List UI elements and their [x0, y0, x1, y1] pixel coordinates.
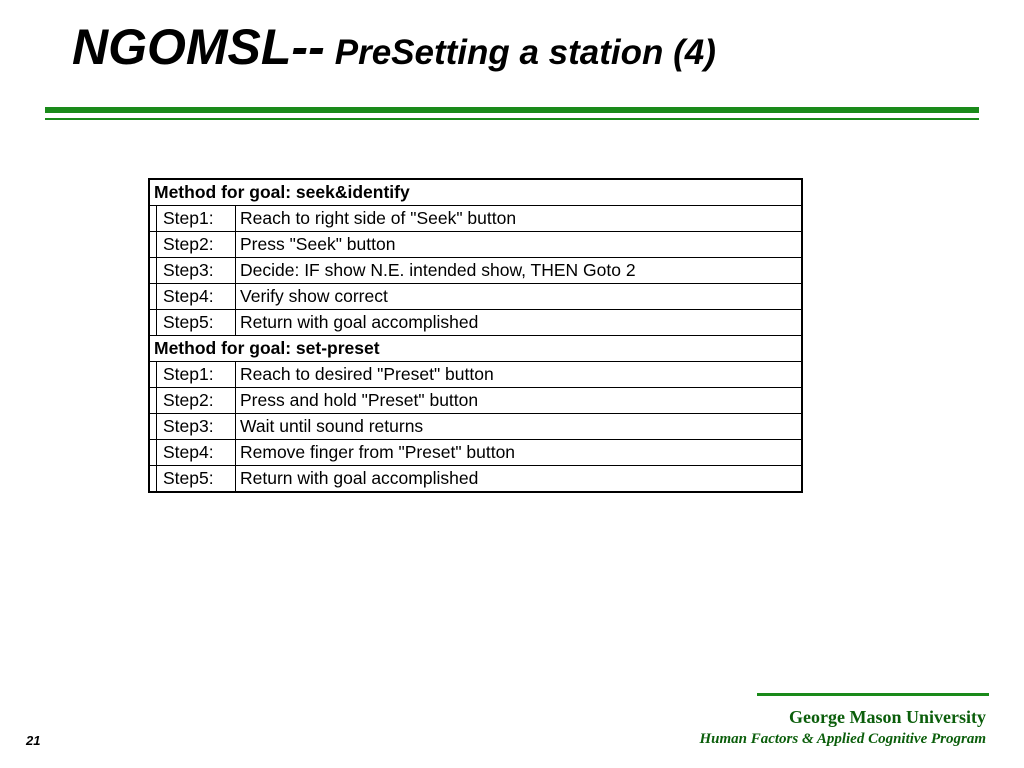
- step-label: Step2:: [157, 388, 236, 414]
- step-text: Decide: IF show N.E. intended show, THEN Goto 2: [236, 258, 803, 284]
- slide-title-main: NGOMSL--: [72, 19, 325, 75]
- step-text: Verify show correct: [236, 284, 803, 310]
- indent-cell: [149, 466, 157, 493]
- indent-cell: [149, 310, 157, 336]
- method-header-row: [149, 336, 802, 362]
- step-label: Step1:: [157, 206, 236, 232]
- step-label: Step4:: [157, 440, 236, 466]
- indent-cell: [149, 232, 157, 258]
- step-text: Remove finger from "Preset" button: [236, 440, 803, 466]
- title-divider-thick: [45, 107, 979, 113]
- step-label: Step5:: [157, 466, 236, 493]
- step-row: [149, 362, 802, 388]
- step-row: [149, 440, 802, 466]
- step-text: Reach to desired "Preset" button: [236, 362, 803, 388]
- step-row: [149, 310, 802, 336]
- method-header: Method for goal: set-preset: [149, 336, 802, 362]
- slide-title-sub: PreSetting a station (4): [334, 33, 716, 72]
- title-divider-thin: [45, 118, 979, 120]
- step-text: Press "Seek" button: [236, 232, 803, 258]
- step-text: Reach to right side of "Seek" button: [236, 206, 803, 232]
- step-label: Step3:: [157, 258, 236, 284]
- step-label: Step2:: [157, 232, 236, 258]
- step-text: Wait until sound returns: [236, 414, 803, 440]
- indent-cell: [149, 388, 157, 414]
- step-row: [149, 206, 802, 232]
- indent-cell: [149, 362, 157, 388]
- footer-university: George Mason University: [789, 707, 986, 727]
- step-label: Step3:: [157, 414, 236, 440]
- step-text: Return with goal accomplished: [236, 310, 803, 336]
- method-header-row: [149, 179, 802, 206]
- step-row: [149, 284, 802, 310]
- step-text: Return with goal accomplished: [236, 466, 803, 493]
- step-row: [149, 466, 802, 493]
- footer-divider: [757, 693, 989, 696]
- method-header: Method for goal: seek&identify: [149, 179, 802, 206]
- step-label: Step5:: [157, 310, 236, 336]
- page-number: 21: [26, 733, 41, 748]
- indent-cell: [149, 258, 157, 284]
- step-label: Step1:: [157, 362, 236, 388]
- method-table: [148, 178, 803, 493]
- step-text: Press and hold "Preset" button: [236, 388, 803, 414]
- indent-cell: [149, 440, 157, 466]
- indent-cell: [149, 206, 157, 232]
- step-label: Step4:: [157, 284, 236, 310]
- step-row: [149, 388, 802, 414]
- footer-program: Human Factors & Applied Cognitive Program: [699, 731, 986, 747]
- indent-cell: [149, 414, 157, 440]
- slide-title: [72, 19, 716, 75]
- step-row: [149, 232, 802, 258]
- indent-cell: [149, 284, 157, 310]
- step-row: [149, 414, 802, 440]
- step-row: [149, 258, 802, 284]
